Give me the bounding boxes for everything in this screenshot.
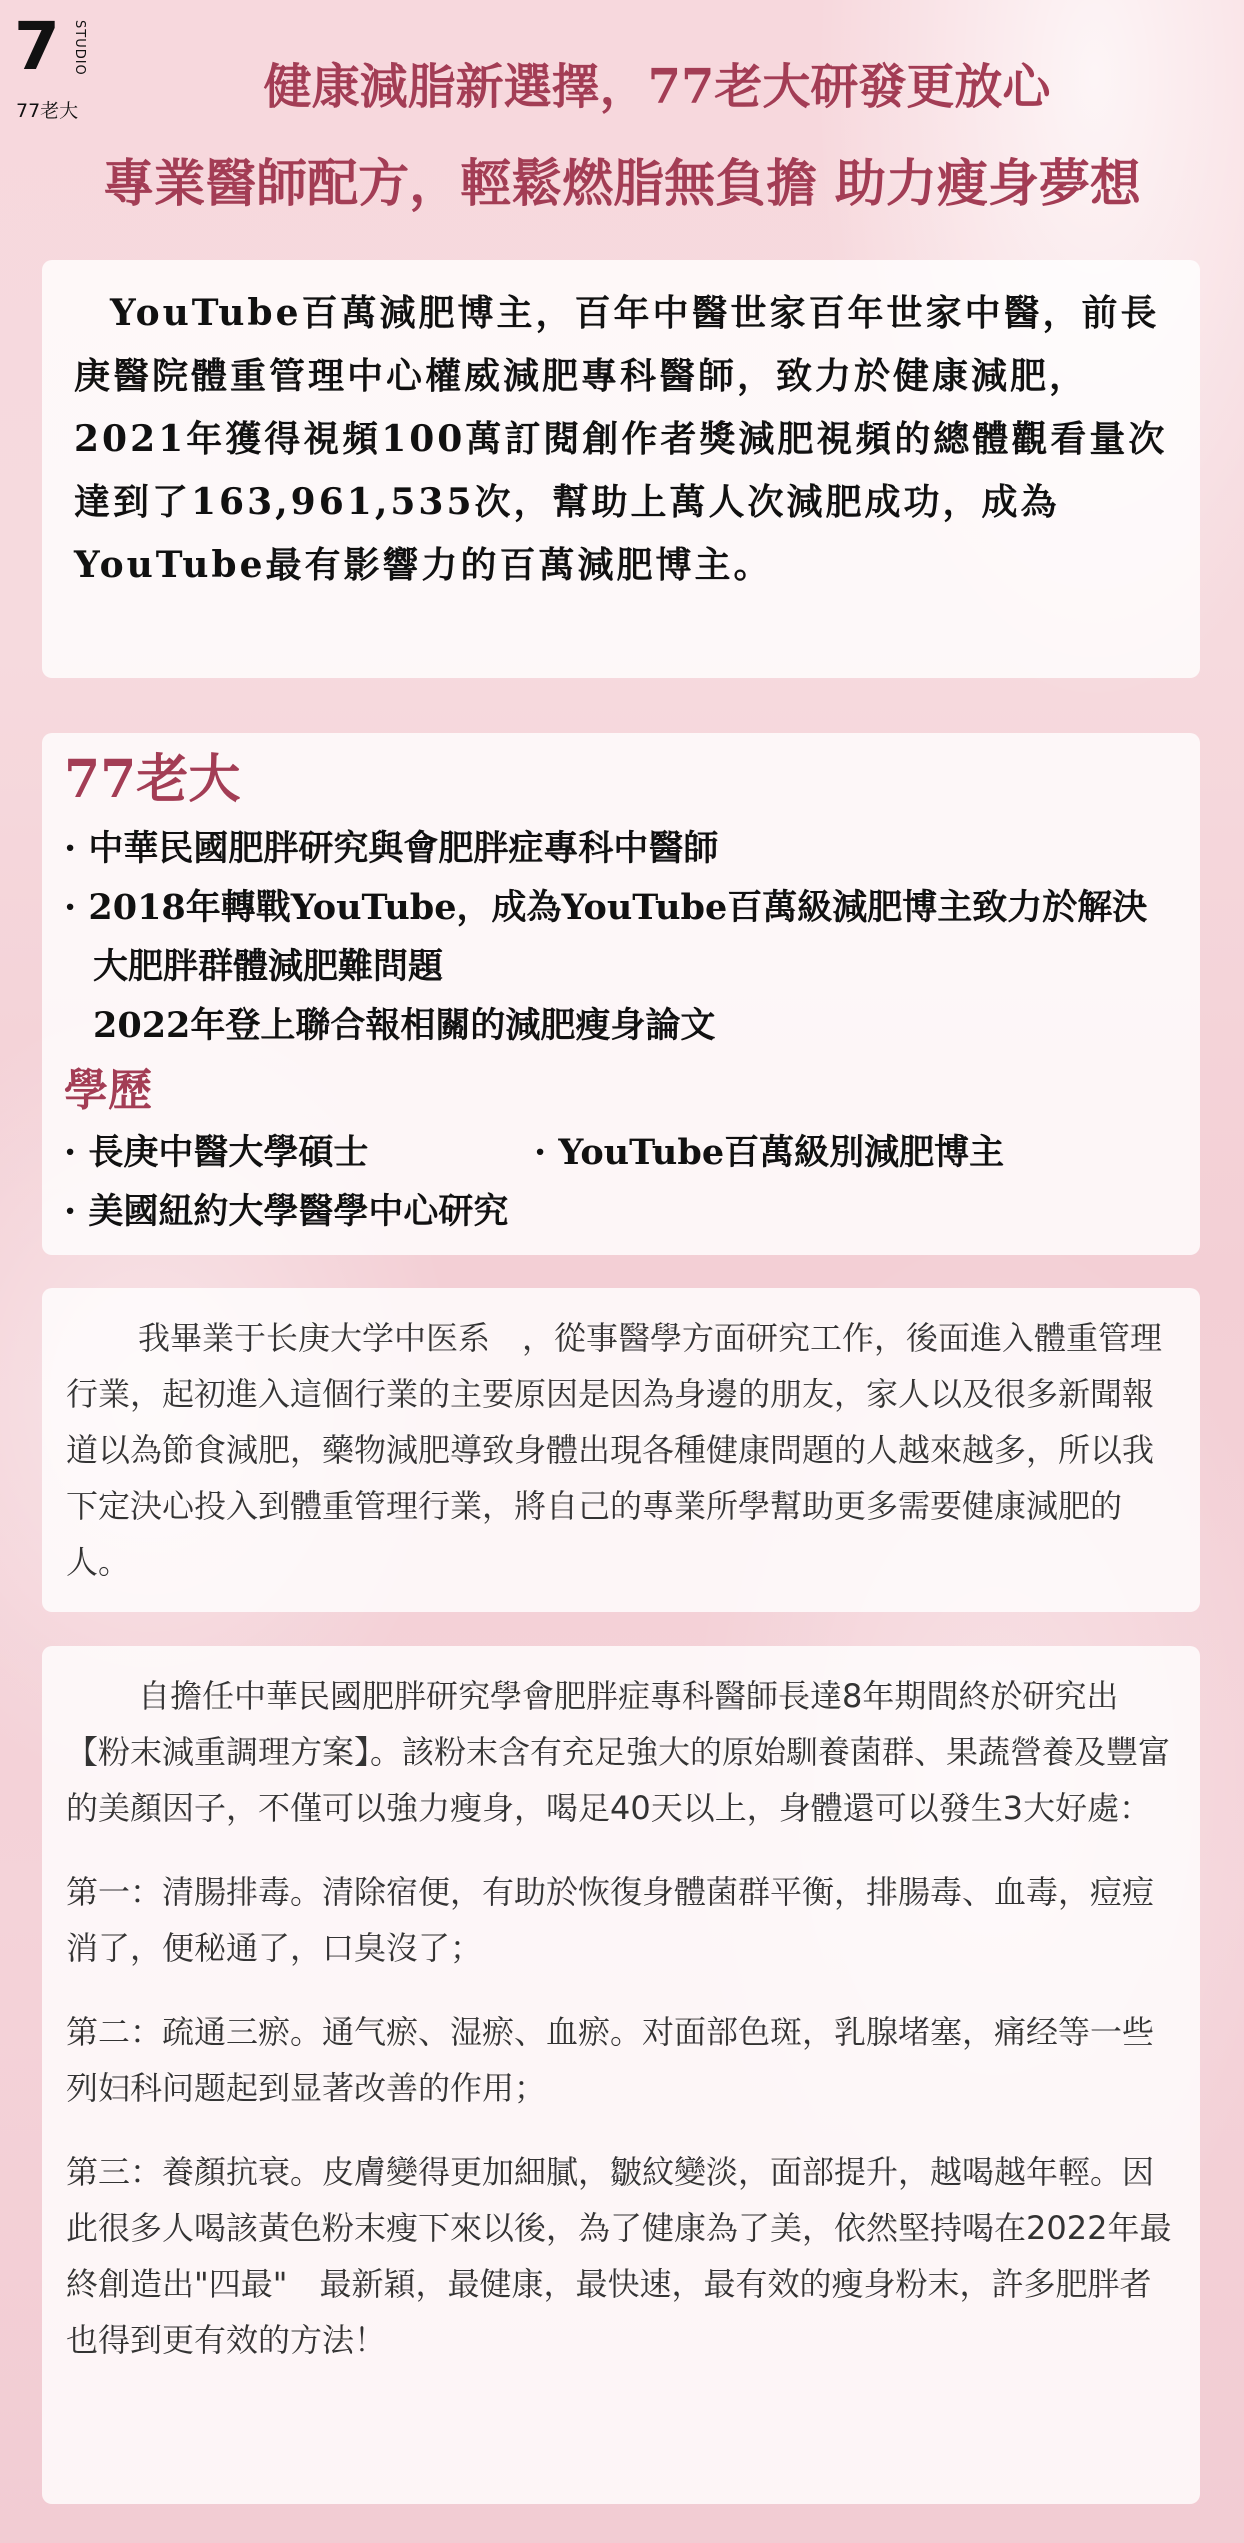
profile-card [42,733,1200,1255]
story-card [42,1288,1200,1612]
story-text: 我畢業于长庚大学中医系 ，從事醫學方面研究工作，後面進入體重管理行業，起初進入這個行業的主要原因是因為身邊的朋友，家人以及很多新聞報道以為節食減肥，藥物減肥導致身體出現各種健康問題的人越來越多，所以我下定決心投入到體重管理行業，將自己的專業所學幫助更多需要健康減肥的人。 [66,1319,1163,1581]
logo-studio-text: STUDIO [72,20,87,76]
logo-mark: 7 [14,8,60,85]
bio-item: 大肥胖群體減肥難問題 [93,946,444,987]
intro-card [42,260,1200,678]
product-intro: 自擔任中華民國肥胖研究學會肥胖症專科醫師長達8年期間終於研究出【粉末減重調理方案】。該粉末含有充足強大的原始馴養菌群、果蔬營養及豐富的美顏因子，不僅可以強力瘦身，喝足40天以上，身體還可以發生3大好處： [66,1677,1171,1827]
headline-line-2: 專業醫師配方，輕鬆燃脂無負擔 助力瘦身夢想 [103,154,1141,214]
bio-item: · 中華民國肥胖研究與會肥胖症專科中醫師 [64,828,719,869]
headline-line-1: 健康減脂新選擇，77老大研發更放心 [263,59,1051,115]
logo-name: 77老大 [16,100,79,122]
benefit-2: 第二：疏通三瘀。通气瘀、湿瘀、血瘀。对面部色斑，乳腺堵塞，痛经等一些列妇科问题起到显著改善的作用； [66,2013,1155,2107]
product-card [42,1646,1200,2504]
education-item: · 長庚中醫大學碩士 [64,1132,369,1173]
benefit-1: 第一：清腸排毒。清除宿便，有助於恢復身體菌群平衡，排腸毒、血毒，痘痘消了，便秘通了，口臭沒了； [66,1873,1155,1967]
intro-text: YouTube百萬減肥博主，百年中醫世家百年世家中醫，前長庚醫院體重管理中心權威減肥專科醫師，致力於健康減肥，2021年獲得視頻100萬訂閱創作者獎減肥視頻的總體觀看量次達到了163,961,535次，幫助上萬人次減肥成功，成為YouTube最有影響力的百萬減肥博主。 [74,292,1168,586]
bio-item: · 2018年轉戰YouTube，成為YouTube百萬級減肥博主致力於解決 [64,887,1148,928]
doctor-name: 77老大 [64,749,241,810]
education-row [64,1123,1178,1182]
benefit-3: 第三：養顏抗衰。皮膚變得更加細膩，皺紋變淡，面部提升，越喝越年輕。因此很多人喝該黃色粉末瘦下來以後，為了健康為了美，依然堅持喝在2022年最終創造出"四最" 最新穎，最健康，最快速，最有效的瘦身粉末，許多肥胖者也得到更有效的方法！ [66,2153,1172,2359]
education-title: 學歷 [64,1065,152,1116]
education-item: · YouTube百萬級別減肥博主 [534,1132,1005,1173]
bio-item: 2022年登上聯合報相關的減肥瘦身論文 [93,1005,716,1046]
education-item: · 美國紐約大學醫學中心研究 [64,1191,509,1232]
